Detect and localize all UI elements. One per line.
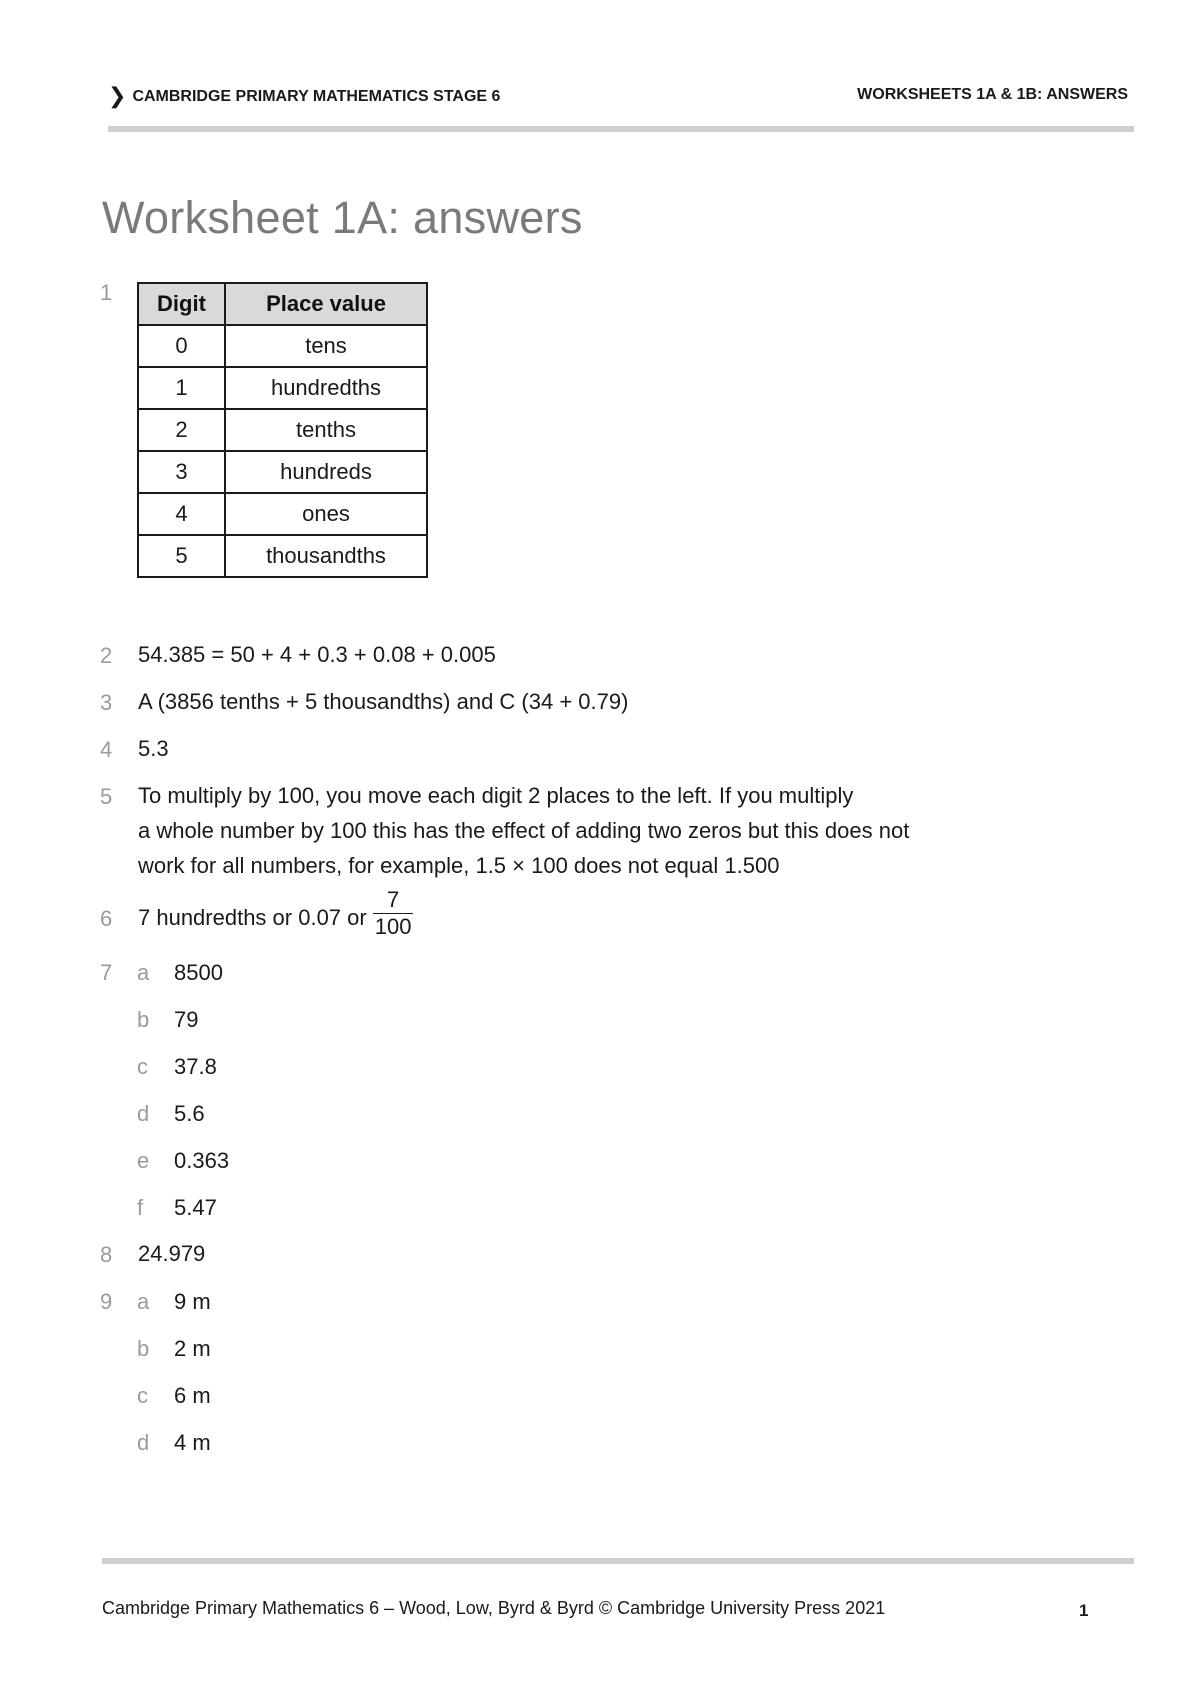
table-row bbox=[138, 325, 427, 367]
table-row bbox=[138, 493, 427, 535]
table-cell-place-value: hundreds bbox=[225, 451, 427, 493]
part-label: d bbox=[137, 1101, 150, 1126]
header-series-title: CAMBRIDGE PRIMARY MATHEMATICS STAGE 6 bbox=[132, 88, 501, 105]
table-cell-digit: 3 bbox=[138, 451, 225, 493]
part-value: 9 m bbox=[174, 1289, 211, 1314]
question-number: 7 bbox=[100, 960, 113, 985]
header-left bbox=[108, 83, 501, 108]
question-number: 8 bbox=[100, 1242, 113, 1267]
fraction bbox=[373, 887, 414, 940]
answer-text: 5.3 bbox=[138, 736, 169, 761]
part-value: 6 m bbox=[174, 1383, 211, 1408]
table-row bbox=[138, 367, 427, 409]
table-cell-digit: 4 bbox=[138, 493, 225, 535]
question-number: 5 bbox=[100, 784, 113, 809]
part-label: c bbox=[137, 1054, 148, 1079]
answer-text bbox=[138, 886, 413, 946]
answer-line: To multiply by 100, you move each digit 2 places to the left. If you multiply bbox=[138, 783, 854, 808]
answer-line: work for all numbers, for example, 1.5 × 100 does not equal 1.500 bbox=[138, 853, 780, 878]
part-value: 79 bbox=[174, 1007, 199, 1032]
footer-citation: Cambridge Primary Mathematics 6 – Wood, Low, Byrd & Byrd © Cambridge University Press 2021 bbox=[102, 1598, 886, 1618]
part-value: 0.363 bbox=[174, 1148, 230, 1173]
part-label: a bbox=[137, 1289, 150, 1314]
table-row bbox=[138, 451, 427, 493]
answer-text-prefix: 7 hundredths or 0.07 or bbox=[138, 905, 367, 930]
part-value: 8500 bbox=[174, 960, 223, 985]
footer-divider bbox=[102, 1558, 1134, 1564]
table-cell-digit: 2 bbox=[138, 409, 225, 451]
part-value: 5.6 bbox=[174, 1101, 205, 1126]
table-cell-place-value: thousandths bbox=[225, 535, 427, 577]
table-header-place-value: Place value bbox=[225, 283, 427, 325]
question-number: 1 bbox=[100, 280, 113, 305]
answer-line: a whole number by 100 this has the effect of adding two zeros but this does not bbox=[138, 818, 910, 843]
table-cell-place-value: ones bbox=[225, 493, 427, 535]
fraction-denominator: 100 bbox=[374, 913, 412, 939]
part-value: 2 m bbox=[174, 1336, 211, 1361]
page-title: Worksheet 1A: answers bbox=[102, 192, 583, 243]
part-label: c bbox=[137, 1383, 148, 1408]
table-header-digit: Digit bbox=[138, 283, 225, 325]
part-label: b bbox=[137, 1336, 150, 1361]
question-number: 9 bbox=[100, 1289, 113, 1314]
table-cell-place-value: tens bbox=[225, 325, 427, 367]
table-row bbox=[138, 535, 427, 577]
part-label: b bbox=[137, 1007, 150, 1032]
fraction-numerator: 7 bbox=[386, 886, 400, 912]
answer-paragraph bbox=[138, 778, 909, 883]
part-value: 4 m bbox=[174, 1430, 211, 1455]
part-label: d bbox=[137, 1430, 150, 1455]
part-label: e bbox=[137, 1148, 150, 1173]
answer-text: 24.979 bbox=[138, 1241, 206, 1266]
part-label: f bbox=[137, 1195, 144, 1220]
table-row bbox=[138, 409, 427, 451]
table-cell-place-value: hundredths bbox=[225, 367, 427, 409]
chevron-right-icon: ❯ bbox=[108, 83, 127, 108]
question-number: 4 bbox=[100, 737, 113, 762]
question-number: 3 bbox=[100, 690, 113, 715]
part-value: 37.8 bbox=[174, 1054, 217, 1079]
answer-text: A (3856 tenths + 5 thousandths) and C (34 + 0.79) bbox=[138, 689, 629, 714]
question-number: 6 bbox=[100, 906, 113, 931]
part-value: 5.47 bbox=[174, 1195, 217, 1220]
table-cell-digit: 5 bbox=[138, 535, 225, 577]
part-label: a bbox=[137, 960, 150, 985]
table-header-row bbox=[138, 283, 427, 325]
place-value-table bbox=[137, 282, 428, 578]
table-cell-place-value: tenths bbox=[225, 409, 427, 451]
page-header bbox=[108, 83, 1128, 112]
page-number: 1 bbox=[1079, 1601, 1089, 1620]
table-cell-digit: 1 bbox=[138, 367, 225, 409]
answer-text: 54.385 = 50 + 4 + 0.3 + 0.08 + 0.005 bbox=[138, 642, 496, 667]
header-divider bbox=[108, 126, 1134, 132]
table-cell-digit: 0 bbox=[138, 325, 225, 367]
question-number: 2 bbox=[100, 643, 113, 668]
header-worksheet-title: WORKSHEETS 1A & 1B: ANSWERS bbox=[857, 86, 1128, 103]
